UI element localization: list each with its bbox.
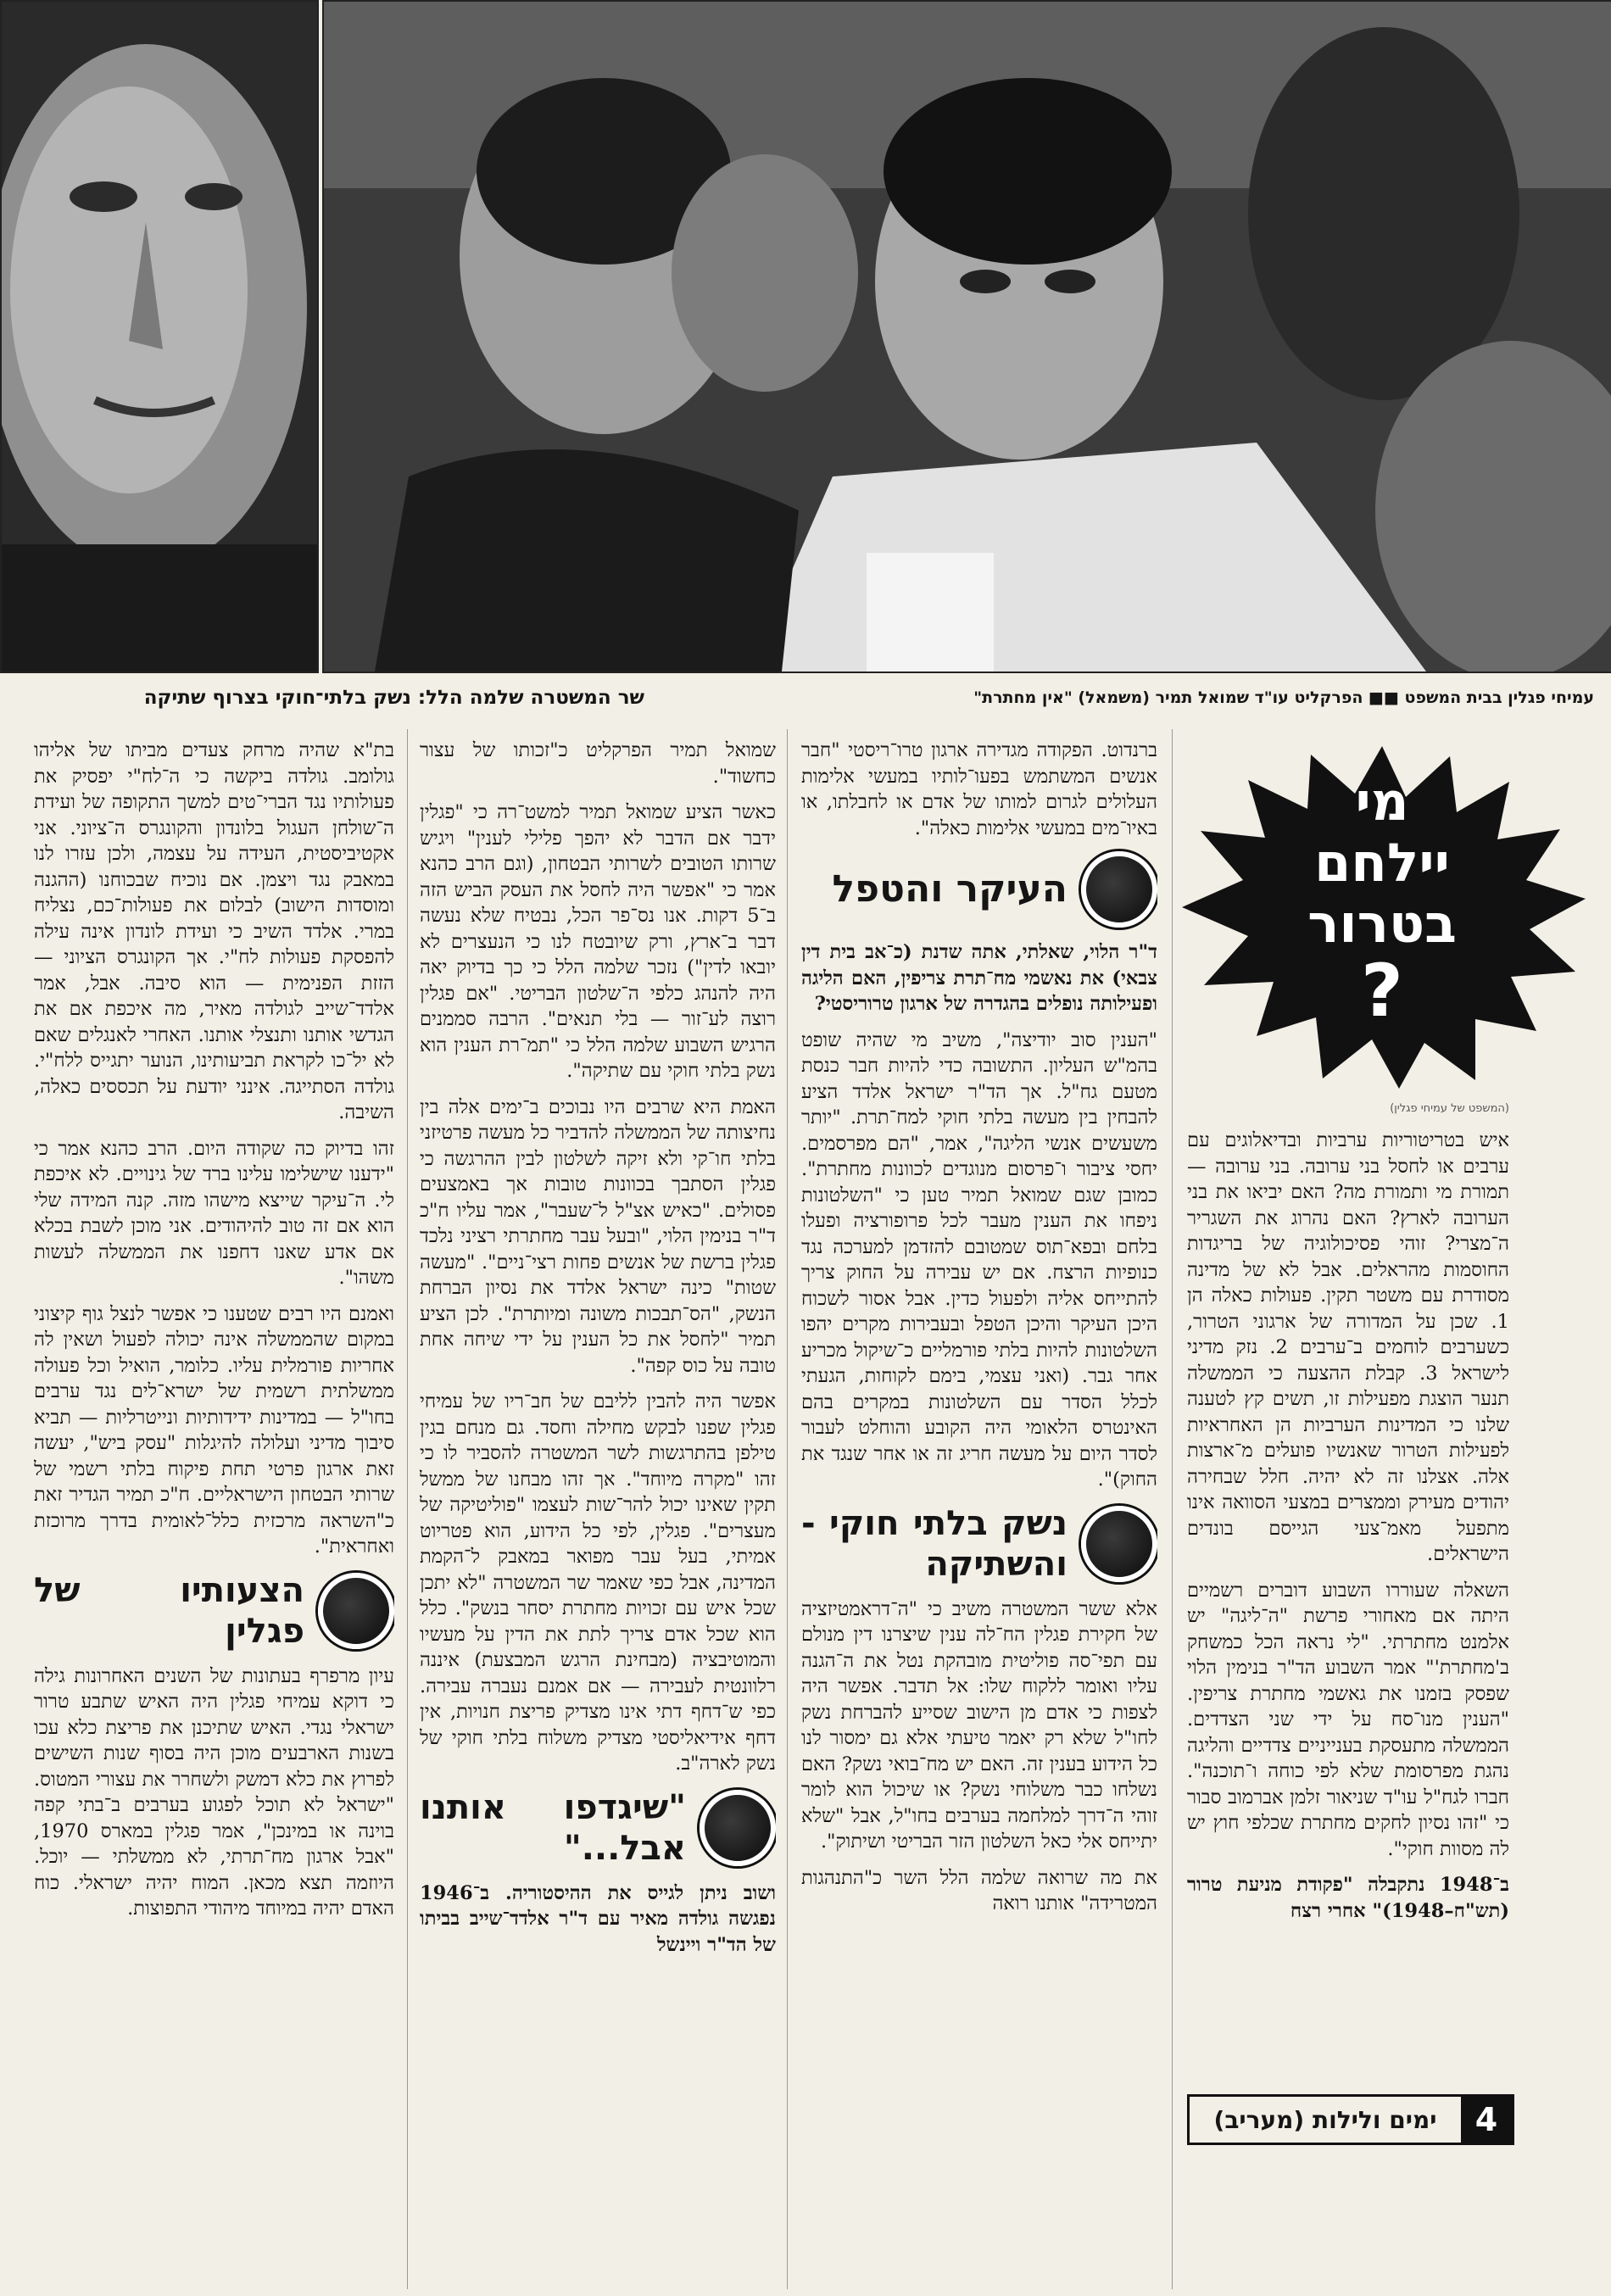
column-1-paragraph: השאלה שעוררו השבוע דוברים רשמיים היתה אם מאחורי פרשת "ה־ליגה" יש אלמנט מחתרתי. "לי נראה הכל כמשחק ב'מחתרת'" אמר השבוע הד"ר בנימין הלוי שפסק בזמנו את גאשמי מחתרת צריפין. "הענין מנו־סח על ידי שני הצדדים. הממשלה מתעסקת בענייניים צדדיים והליגה נהגת מפרסומת שלא לפי כוחה ו־תוכנה". חברו לגח"ל עו"ד שניאור זלמן אברמוב סבור כי "זהו נסיון לחקים מחתרת שכלפי חוץ יש לה מסוות חוקי". [1187, 1579, 1509, 1860]
subheading-main-and-secondary [801, 851, 1157, 928]
subheading-bullet-icon [700, 1790, 776, 1866]
column-1-paragraph: ב־1948 נתקבלה "פקודת מניעת טרור (תש"ח–1948)" אחרי רצח [1187, 1874, 1509, 1922]
column-3-paragraph: האמת היא שרבים היו נבוכים ב־ימים אלה בין נחיצותה של הממשלה להדביר כל מעשה פרטיזני בלתי חו־קי ולא זיקה לשלטון לבין ההרגשה כי פגלין הסתבך בכוונות טובות אך באמצעים פסולים. "כאיש אצ"ל ל־שעבר", אמר עליו ח"כ ד"ר בנימין הלוי, "ובעל עבר מחתרתי רציני נלכד פגלין ברשת של אנשים פחות רצי־ניים". "מעשה שטות" כינה ישראל אלדד את נסיון הברחת הנשק, "הס־תבכות משונה ומיותרת". לכן הציע תמיר "לחסל את כל הענין על ידי שיחה אחת טובה על כוס קפה". [420, 1095, 776, 1377]
subheading-curse-us [420, 1787, 776, 1869]
portrait-photo [0, 0, 319, 673]
portrait-image [2, 2, 317, 672]
column-4-paragraph: בת"א שהיה מרחק צעדים מביתו של אליהו גולומב. גולדה ביקשה כי ה־לח"י יפסיק את פעולותיו נגד הברי־טים למשך התקופה של ועידת ה־שולחן העגול בלונדון והקונגרס ה־ציוני. אני אקטיביסטית, העידה על עצמה, ולכן עזרו לנו במאבק נגד ויצמן. אם נוכיח שבכוחנו (ההגנה ומוסדות הישוב) לבלום את פעולות־כם, נצליח במרי. אלדד השיב כי ועידת לונדון אינה עילה להפסקת פעולות לח"י. אך הקונגרס הציוני — הזזת הפנימית — הוא סיבה. אבל, אמר אלדד־שייב לגולדה מאיר, מה איכפת אם את הגדשי אותנו ותנצלי אותנו. האחרי לאנגלים שאם לא יל־כו לקראת תביעותינו, הנוער יתגייס ללח"י. גולדה הסתייגה. אינני יודעת על תכססים כאלה, השיבה. [34, 739, 394, 1123]
subheading-illegal-weapons [801, 1503, 1157, 1585]
column-2-paragraph: ד"ר הלוי, שאלתי, אתה שדנת (כ־אב בית דין צבאי) את נאשמי מח־תרת צריפין, האם הליגה ופעילותה נופלים בהגדרה של ארגון טרוריסטי? [801, 941, 1157, 1015]
column-2 [801, 738, 1157, 2289]
headline-line-2: יילחם [1314, 832, 1450, 894]
subheading-bullet-icon [1081, 851, 1157, 928]
column-2-paragraph: את מה שרואה שלמה הלל השר כ"התנהגות המטרידה" אותנו רואה [801, 1866, 1157, 1914]
starburst-caption: (המשפט של עמיחי פגלין) [1390, 1102, 1509, 1115]
column-2-paragraph: ברנדוט. הפקודה מגדירה ארגון טרו־ריסטי "חבר אנשים המשתמש בפעו־לותיו במעשי אלימות העלולים לגרום למותו של אדם או לחבלתו, או באיו־מים במעשי אלימות כאלה". [801, 739, 1157, 839]
publication-title: ימים ולילות (מעריב) [1213, 2105, 1437, 2134]
column-4-paragraph: ואמנם היו רבים שטענו כי אפשר לנצל גוף קיצוני במקום שהממשלה אינה יכולה לפעול ושאין לה אחריות פורמלית עליו. כלומר, הואיל וכל פעולה ממשלתית רשמית של ישרא־לים נגד ערבים בחו"ל — במדינות ידידותיות ונייטרליות — תביא סיבוך מדיני ועלולה להיגלות "עסק ביש", יעשה זאת ארגון פרטי תחת פיקוח בלתי רשמי של שרותי הבטחון הישראליים. ח"כ תמיר הגדיר זאת כ"השראה מרכזית כלל־לאומית בדרך מרוכזת ואחראית". [34, 1302, 394, 1558]
column-4-paragraph: עיון מרפרף בעתונות של השנים האחרונות גילה כי דוקא עמיחי פגלין היה האיש שתבע טרור ישראלי נגדי. האיש שתיכנן את פריצת כלא עכו בשנות הארבעים מוכן היה בסוף שנות השישים לפרוץ את כלא דמשק ולשחרר את עצורי המטוס. "ישראל לא תוכל לפגוע בערבים ב־בתי קפה בוינה או במינכן", אמר פגלין במארס 1970, "אבל ארגון מח־תרתי, לא ממשלתי — יוכל. היוזמה תצא מכאן. המוח יהיה ישראלי. כוח האדם יהיה במיוחד מיהודי התפוצות. [34, 1664, 394, 1920]
headline-starburst [1170, 738, 1594, 1094]
column-rule [407, 729, 408, 2289]
column-3-paragraph: ושוב ניתן לגייס את ההיסטוריה. ב־1946 נפגשה גולדה מאיר עם ד"ר אלדד־שייב בביתו של הד"ר ויינשל [420, 1881, 776, 1956]
column-2-paragraph: "הענין סוב יודיצה", משיב מי שהיה שופט בהמ"ש העליון. התשובה כדי להיות חבר כנסת מטעם גח"ל. אך הד"ר ישראל אלדד הציע להבחין בין מעשה בלתי חוקי למח־תרת. "יותר משעשים אנשי הליגה", אמר, "הם מפרסמים. יחסי ציבור ו־פרסום מנוגדים לכוונות מחתרת". כמובן שגם שמואל תמיר טען כי "השלטונות ניפחו את הענין מעבר לכל פרופורציה ופעלו בלחם ובפא־תוס שמטובם להזדמן למערכה נגד כנופיות הרצח. אם יש עבירה על החוק צריך להתייחס אליה ולפעול כדין. אבל אסור לשכוח היכן העיקר והיכן הטפל ובעבירות מקרים יהפו השלטונות להיות בלתי פורמליים כ־שיקול מכריע אחר גבר. (ואני עצמי, בימם לקוחות, הגעתי לכלל הסדר עם השלטונות במקרים בהם האינטרס הלאומי היה הקובע והוחלט לעבור לסדר היום על מעשה חריג זה או אחר שנגד את החוק)". [801, 1028, 1157, 1491]
subheading-text: נשק בלתי חוקי - והשתיקה [801, 1503, 1067, 1584]
caption-right-text: עמיחי פגלין בבית המשפט ■■ הפרקליט עו"ד שמואל תמיר (משמאל) "אין מחתרת" [973, 688, 1594, 707]
column-1-paragraph: איש בטריטוריות ערביות ובדיאלוגים עם ערבים או לחסל בני ערובה. בני ערובה — תמורת מי ותמורת מה? האם יביאו את בני הערובה לארץ? האם נהרוג את השגריר ה־מצרי? זוהי פסיכולוגיה של בריגדות החוסמות מהראלים. אבל לא של מדינה מסודרת עם משטר תקין. פעולות כאלה הן 1. שכן על המדורה של ארגוני הטרור, כשערבים לוחמים ב־ערבים 2. נזק מדיני לישראל 3. קבלת ההצעה כי הממשלה תנער הוצגת מפעילות זו, תשים קץ לטענה שלנו כי המדינות הערביות הן האחראיות לפעילות הטרור שאנשיו פועלים מ־ארצות אלה. אצלנו זה לא יהיה. חלל שבחירה יהודים מעירק וממצרים במצעי הסוואה אינו מתפעל מאמ־צעי הגייסם בונדים הישראלים. [1187, 1129, 1509, 1565]
subheading-text: העיקר והטפל [832, 867, 1067, 911]
page-number: 4 [1461, 2097, 1512, 2143]
column-1 [1187, 1128, 1509, 2086]
column-4 [34, 738, 394, 2289]
headline-line-1: מי [1355, 771, 1409, 833]
column-3-paragraph: שמואל תמיר הפרקליט כ"זכותו של עצור כחשוד". [420, 739, 776, 788]
column-3 [420, 738, 776, 2289]
courtroom-photo [322, 0, 1611, 673]
subheading-feglin-proposals [34, 1570, 394, 1652]
caption-left-text: שר המשטרה שלמה הלל: נשק בלתי־חוקי בצרוף שתיקה [143, 687, 644, 709]
subheading-bullet-icon [1081, 1506, 1157, 1582]
caption-right [678, 678, 1594, 717]
headline-line-3: בטרור [1307, 893, 1457, 955]
page-footer [1187, 2094, 1514, 2145]
subheading-text: הצעותיו של פגלין [34, 1570, 304, 1651]
column-4-paragraph: זהו בדיוק כה שקודה היום. הרב כהנא אמר כי "ידענו שישלימו עלינו ברד של גינויים. לא איכפת לי. ה־עיקר שייצא מישהו מזה. קנה המידה שלי הוא אם זה טוב להיהודים. אני מוכן לשבת בכלא אם אדע שאנו דחפנו את הממשלה לעשות משהו". [34, 1137, 394, 1289]
column-3-paragraph: כאשר הציע שמואל תמיר למשט־רה כי "פגלין ידבר אם הדבר לא יהפך פלילי לענין" ויגיש שרותו הטובים לשרותי הבטחון, (וגם הרב כהנא אמר כי "אפשר היה לחסל את העסק הביש הזה ב־5 דקות. אנו נס־פר הכל, נבטיח שלא נעשה דבר ב־ארץ, ורק שיובטח לנו כי הנעצרים לא יובאו לדין") נזכר שלמה הלל כי כך בדיוק יאה היה להנהג כלפי ה־שלטון הבריטי. "אם פגלין רוצה לע־זור — בלי תנאים". הרבה סממנים הרגיש השבוע שלמה הלל כי "תמ־רת הענין הוא נשק בלתי חוקי עם שתיקה". [420, 801, 776, 1082]
headline-text [1272, 772, 1492, 1060]
column-rule [787, 729, 788, 2289]
courtroom-image [324, 2, 1611, 672]
column-2-paragraph: אלא ששר המשטרה משיב כי "ה־דראמטיזציה של חקירת פגלין הח־לה ענין שיצרנו דין מנולם עם תפי־סה פוליטית מובהקת נטל את ה־הגנה עליו ואומר ללקוח שלו: אל תדבר. אפשר היה לצפות כי אדם מן הישוב שסייע להברחת נשק לחו"ל שלא רק יאמר טיעתי אלא גם ימסור לנו כל הידוע בענין זה. האם יש מח־בואי נשק? האם נשלחו כבר משלוחי נשק? או שיכול הוא לומר זוהי ה־דרך למלחמה בערבים בחו"ל, אבל "שלא יתייחס אלי כאל השלטון הזר הבריטי ושיתוק". [801, 1597, 1157, 1853]
subheading-bullet-icon [318, 1573, 394, 1649]
subheading-text: "שיגדפו אותנו אבל..." [420, 1787, 686, 1868]
caption-left [51, 678, 644, 717]
column-3-paragraph: אפשר היה להבין לליבם של חב־ריו של עמיחי פגלין שפנו לבקש מחילה וחסד. גם מנחם בגין טילפן בהתרגשות לשר המשטרה להסביר לו כי זהו "מקרה מיוחד". אך זהו מבחנו של ממשל תקין שאינו יכול להר־שות לעצמו "פוליטיקה של מעצרים". פגלין, לפי כל הידוע, הוא פטריוט אמיתי, בעל עבר מפואר במאבק ל־הקמת המדינה, אבל כפי שאמר שר המשטרה "לא יתכן שכל איש עם זכויות מחתרת יסחר בנשק". כלל הוא שכל אדם צריך לתת את הדין על מעשיו והמוטיבציה (מבחינת הרגש המבצעת) איננה רלוונטית לעבירה — אם אמנם נעברה עבירה. כפי ש־דחף דתי אינו מצדיק פריצת חנויות, אין דחף אידיאליסטי מצדיק משלוח בלתי חוקי של נשק לארה"ב. [420, 1390, 776, 1775]
headline-question-mark: ? [1361, 949, 1403, 1034]
